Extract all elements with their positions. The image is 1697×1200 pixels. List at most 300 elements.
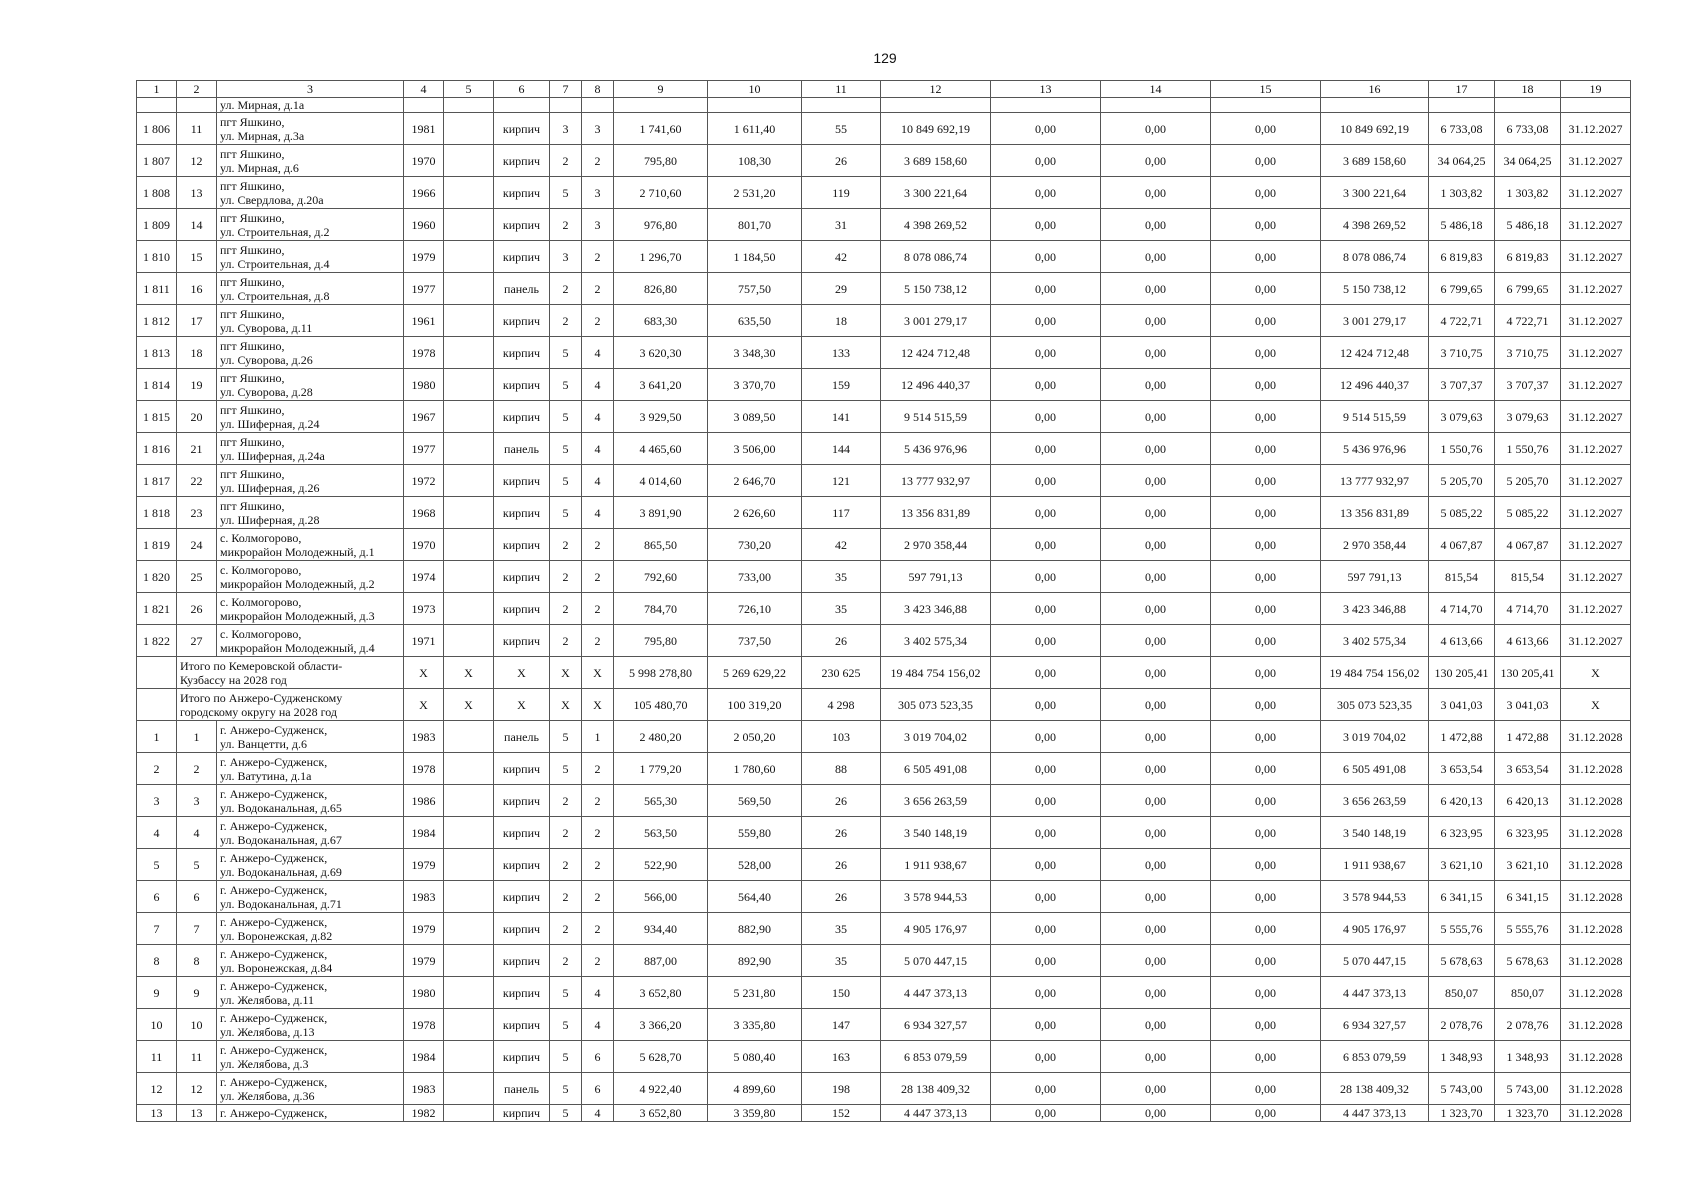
entrances-cell: 2 [582,593,614,625]
col5-cell [444,529,494,561]
table-row [137,1009,1631,1041]
row-number-cell: 1 818 [137,497,177,529]
entrances-cell: 2 [582,561,614,593]
total-area-cell: 3 652,80 [614,1105,708,1122]
unit-cost-17-cell: 1 323,70 [1429,1105,1495,1122]
address-line-1: с. Колмогорово, [220,562,302,577]
col5-cell [444,369,494,401]
total-cost-cell: 9 514 515,59 [881,401,991,433]
col5-cell [444,1073,494,1105]
address-line-1: г. Анжеро-Судженск, [220,1074,328,1089]
total-c17-cell: 3 041,03 [1429,689,1495,721]
item-number-cell: 22 [177,465,217,497]
unit-cost-17-cell: 34 064,25 [1429,145,1495,177]
item-number-cell: 11 [177,1041,217,1073]
unit-cost-17-cell: 3 707,37 [1429,369,1495,401]
unit-cost-17-cell: 5 678,63 [1429,945,1495,977]
year-built-cell: 1978 [404,337,444,369]
table-row [137,273,1631,305]
residents-cell: 55 [802,113,881,145]
wall-material-cell: кирпич [494,561,550,593]
unit-cost-17-cell: 1 348,93 [1429,1041,1495,1073]
year-built-cell: 1977 [404,433,444,465]
address-cell [217,1073,404,1105]
total-cost-cell: 10 849 692,19 [881,113,991,145]
living-area-cell: 1 780,60 [708,753,802,785]
total-cost-cell: 3 656 263,59 [881,785,991,817]
unit-cost-17-cell: 4 722,71 [1429,305,1495,337]
cost-16-cell: 9 514 515,59 [1321,401,1429,433]
residents-cell: 29 [802,273,881,305]
unit-cost-18-cell: 5 085,22 [1495,497,1561,529]
address-cell [217,177,404,209]
table-row [137,209,1631,241]
cost-16-cell: 12 496 440,37 [1321,369,1429,401]
entrances-cell: 4 [582,1105,614,1122]
address-cell [217,433,404,465]
total-x7-cell: X [550,689,582,721]
unit-cost-18-cell: 34 064,25 [1495,145,1561,177]
continued-row [137,98,1631,113]
address-cell [217,145,404,177]
cost-13-cell: 0,00 [991,945,1101,977]
address-line-2: ул. Желябова, д.11 [220,992,315,1007]
deadline-date-cell: 31.12.2027 [1561,401,1631,433]
cost-16-cell: 597 791,13 [1321,561,1429,593]
unit-cost-17-cell: 2 078,76 [1429,1009,1495,1041]
cost-13-cell: 0,00 [991,113,1101,145]
address-cell [217,945,404,977]
col5-cell [444,209,494,241]
year-built-cell: 1970 [404,529,444,561]
cost-14-cell: 0,00 [1101,849,1211,881]
total-area-cell: 3 641,20 [614,369,708,401]
floors-cell: 5 [550,721,582,753]
unit-cost-18-cell: 5 555,76 [1495,913,1561,945]
col5-cell [444,881,494,913]
total-cost-cell: 13 777 932,97 [881,465,991,497]
cost-14-cell: 0,00 [1101,465,1211,497]
address-line-1: г. Анжеро-Судженск, [220,818,328,833]
table-row [137,369,1631,401]
total-s9-cell: 105 480,70 [614,689,708,721]
unit-cost-18-cell: 1 303,82 [1495,177,1561,209]
living-area-cell: 733,00 [708,561,802,593]
address-line-2: ул. Ванцетти, д.6 [220,736,307,751]
item-number-cell: 12 [177,1073,217,1105]
year-built-cell: 1978 [404,1009,444,1041]
unit-cost-17-cell: 1 303,82 [1429,177,1495,209]
header-cell: 3 [217,81,404,98]
row-number-cell: 4 [137,817,177,849]
deadline-date-cell: 31.12.2028 [1561,1073,1631,1105]
row-number-cell: 1 813 [137,337,177,369]
table-row [137,625,1631,657]
floors-cell: 5 [550,1009,582,1041]
deadline-date-cell: 31.12.2027 [1561,561,1631,593]
floors-cell: 5 [550,977,582,1009]
total-area-cell: 566,00 [614,881,708,913]
empty-cell [1321,98,1429,113]
address-cell [217,1009,404,1041]
address-cell [217,561,404,593]
floors-cell: 2 [550,593,582,625]
cost-14-cell: 0,00 [1101,177,1211,209]
col5-cell [444,241,494,273]
total-area-cell: 976,80 [614,209,708,241]
floors-cell: 2 [550,273,582,305]
cost-15-cell: 0,00 [1211,433,1321,465]
address-cell [217,785,404,817]
floors-cell: 5 [550,401,582,433]
floors-cell: 3 [550,113,582,145]
address-cell: ул. Мирная, д.1а [217,98,404,113]
entrances-cell: 2 [582,913,614,945]
address-line-1: г. Анжеро-Судженск, [220,882,328,897]
cost-16-cell: 6 505 491,08 [1321,753,1429,785]
deadline-date-cell: 31.12.2027 [1561,497,1631,529]
unit-cost-18-cell: 4 714,70 [1495,593,1561,625]
wall-material-cell: кирпич [494,1041,550,1073]
table-row [137,241,1631,273]
cost-14-cell: 0,00 [1101,817,1211,849]
year-built-cell: 1983 [404,721,444,753]
col5-cell [444,113,494,145]
table-row [137,753,1631,785]
address-line-1: пгт Яшкино, [220,146,285,161]
total-row [137,657,1631,689]
unit-cost-18-cell: 4 613,66 [1495,625,1561,657]
item-number-cell: 2 [177,753,217,785]
deadline-date-cell: 31.12.2027 [1561,209,1631,241]
col5-cell [444,817,494,849]
cost-16-cell: 12 424 712,48 [1321,337,1429,369]
cost-14-cell: 0,00 [1101,625,1211,657]
residents-cell: 159 [802,369,881,401]
item-number-cell: 25 [177,561,217,593]
row-number-cell: 6 [137,881,177,913]
residents-cell: 103 [802,721,881,753]
living-area-cell: 730,20 [708,529,802,561]
cost-15-cell: 0,00 [1211,497,1321,529]
entrances-cell: 3 [582,209,614,241]
item-number-cell: 18 [177,337,217,369]
row-number-cell: 9 [137,977,177,1009]
table-row [137,177,1631,209]
address-line-2: ул. Желябова, д.36 [220,1088,315,1103]
header-cell: 10 [708,81,802,98]
housing-register-table [136,80,1631,1122]
wall-material-cell: кирпич [494,817,550,849]
entrances-cell: 4 [582,369,614,401]
wall-material-cell: панель [494,721,550,753]
wall-material-cell: кирпич [494,145,550,177]
empty-cell [802,98,881,113]
year-built-cell: 1974 [404,561,444,593]
living-area-cell: 892,90 [708,945,802,977]
cost-13-cell: 0,00 [991,849,1101,881]
residents-cell: 141 [802,401,881,433]
wall-material-cell: кирпич [494,241,550,273]
year-built-cell: 1983 [404,881,444,913]
wall-material-cell: панель [494,433,550,465]
cost-13-cell: 0,00 [991,305,1101,337]
cost-16-cell: 13 356 831,89 [1321,497,1429,529]
empty-cell [1495,98,1561,113]
cost-16-cell: 4 398 269,52 [1321,209,1429,241]
cost-15-cell: 0,00 [1211,273,1321,305]
empty-cell [582,98,614,113]
col5-cell [444,913,494,945]
address-line-1: г. Анжеро-Судженск, [220,1042,328,1057]
living-area-cell: 5 231,80 [708,977,802,1009]
living-area-cell: 635,50 [708,305,802,337]
deadline-date-cell: 31.12.2028 [1561,785,1631,817]
address-cell [217,465,404,497]
row-number-cell: 1 808 [137,177,177,209]
unit-cost-17-cell: 6 733,08 [1429,113,1495,145]
total-cost-cell: 2 970 358,44 [881,529,991,561]
deadline-date-cell: 31.12.2027 [1561,273,1631,305]
item-number-cell: 27 [177,625,217,657]
cost-14-cell: 0,00 [1101,209,1211,241]
year-built-cell: 1967 [404,401,444,433]
total-x6-cell: X [494,657,550,689]
address-line-2: микрорайон Молодежный, д.1 [220,544,375,559]
cost-14-cell: 0,00 [1101,369,1211,401]
floors-cell: 2 [550,913,582,945]
empty-cell [1429,98,1495,113]
total-c19-cell: X [1561,689,1631,721]
address-cell [217,593,404,625]
unit-cost-18-cell: 5 743,00 [1495,1073,1561,1105]
deadline-date-cell: 31.12.2028 [1561,1105,1631,1122]
item-number-cell: 19 [177,369,217,401]
item-number-cell: 17 [177,305,217,337]
total-area-cell: 2 480,20 [614,721,708,753]
living-area-cell: 757,50 [708,273,802,305]
deadline-date-cell: 31.12.2027 [1561,305,1631,337]
cost-15-cell: 0,00 [1211,401,1321,433]
table-row [137,1073,1631,1105]
item-number-cell: 3 [177,785,217,817]
address-line-1: пгт Яшкино, [220,178,285,193]
item-number-cell: 1 [177,721,217,753]
total-cost-cell: 4 447 373,13 [881,977,991,1009]
table-row [137,785,1631,817]
row-number-cell: 1 817 [137,465,177,497]
col5-cell [444,273,494,305]
address-line-2: ул. Шиферная, д.26 [220,480,320,495]
floors-cell: 2 [550,785,582,817]
address-line-1: пгт Яшкино, [220,498,285,513]
living-area-cell: 3 089,50 [708,401,802,433]
wall-material-cell: кирпич [494,529,550,561]
address-cell [217,305,404,337]
year-built-cell: 1983 [404,1073,444,1105]
empty-cell [708,98,802,113]
address-line-1: пгт Яшкино, [220,114,285,129]
cost-13-cell: 0,00 [991,817,1101,849]
col5-cell [444,145,494,177]
total-area-cell: 563,50 [614,817,708,849]
deadline-date-cell: 31.12.2028 [1561,849,1631,881]
deadline-date-cell: 31.12.2028 [1561,753,1631,785]
cost-13-cell: 0,00 [991,977,1101,1009]
row-number-cell: 1 820 [137,561,177,593]
floors-cell: 5 [550,465,582,497]
living-area-cell: 1 184,50 [708,241,802,273]
cost-14-cell: 0,00 [1101,881,1211,913]
header-cell: 2 [177,81,217,98]
cost-16-cell: 10 849 692,19 [1321,113,1429,145]
table-row [137,945,1631,977]
address-line-1: пгт Яшкино, [220,466,285,481]
col5-cell [444,625,494,657]
col5-cell [444,753,494,785]
floors-cell: 2 [550,529,582,561]
unit-cost-18-cell: 5 678,63 [1495,945,1561,977]
cost-13-cell: 0,00 [991,913,1101,945]
total-row [137,689,1631,721]
header-row [137,81,1631,98]
cost-14-cell: 0,00 [1101,497,1211,529]
deadline-date-cell: 31.12.2027 [1561,593,1631,625]
residents-cell: 150 [802,977,881,1009]
item-number-cell: 15 [177,241,217,273]
cost-16-cell: 3 001 279,17 [1321,305,1429,337]
total-c13-cell: 0,00 [991,657,1101,689]
unit-cost-17-cell: 850,07 [1429,977,1495,1009]
cost-14-cell: 0,00 [1101,305,1211,337]
item-number-cell: 13 [177,1105,217,1122]
deadline-date-cell: 31.12.2027 [1561,241,1631,273]
address-line-1: с. Колмогорово, [220,626,302,641]
cost-16-cell: 3 402 575,34 [1321,625,1429,657]
year-built-cell: 1978 [404,753,444,785]
unit-cost-17-cell: 6 819,83 [1429,241,1495,273]
cost-15-cell: 0,00 [1211,337,1321,369]
address-line-1: пгт Яшкино, [220,210,285,225]
floors-cell: 5 [550,337,582,369]
living-area-cell: 2 050,20 [708,721,802,753]
address-cell [217,497,404,529]
cost-15-cell: 0,00 [1211,369,1321,401]
col5-cell [444,945,494,977]
year-built-cell: 1980 [404,977,444,1009]
wall-material-cell: кирпич [494,305,550,337]
cost-16-cell: 4 447 373,13 [1321,1105,1429,1122]
unit-cost-18-cell: 1 348,93 [1495,1041,1561,1073]
deadline-date-cell: 31.12.2027 [1561,113,1631,145]
entrances-cell: 6 [582,1041,614,1073]
residents-cell: 26 [802,625,881,657]
entrances-cell: 4 [582,401,614,433]
year-built-cell: 1980 [404,369,444,401]
empty-cell [614,98,708,113]
living-area-cell: 569,50 [708,785,802,817]
cost-15-cell: 0,00 [1211,1041,1321,1073]
total-label-line-1: Итого по Анжеро-Судженскому [180,690,343,705]
total-s10-cell: 100 319,20 [708,689,802,721]
address-line-1: г. Анжеро-Судженск, [220,722,328,737]
row-number-cell: 1 809 [137,209,177,241]
cost-14-cell: 0,00 [1101,241,1211,273]
year-built-cell: 1984 [404,1041,444,1073]
cost-13-cell: 0,00 [991,881,1101,913]
unit-cost-17-cell: 6 323,95 [1429,817,1495,849]
wall-material-cell: кирпич [494,881,550,913]
living-area-cell: 528,00 [708,849,802,881]
cost-13-cell: 0,00 [991,209,1101,241]
address-cell [217,209,404,241]
cost-15-cell: 0,00 [1211,177,1321,209]
row-number-cell: 5 [137,849,177,881]
address-cell [217,1105,404,1122]
unit-cost-18-cell: 3 710,75 [1495,337,1561,369]
total-label-line-2: Кузбассу на 2028 год [180,672,287,687]
address-line-1: г. Анжеро-Судженск, [220,786,328,801]
floors-cell: 5 [550,1073,582,1105]
row-number-cell: 1 811 [137,273,177,305]
cost-14-cell: 0,00 [1101,1041,1211,1073]
cost-14-cell: 0,00 [1101,977,1211,1009]
total-x5-cell: X [444,657,494,689]
address-line-2: ул. Шиферная, д.28 [220,512,320,527]
col5-cell [444,465,494,497]
unit-cost-17-cell: 3 621,10 [1429,849,1495,881]
total-cost-cell: 3 578 944,53 [881,881,991,913]
entrances-cell: 2 [582,625,614,657]
address-line-2: ул. Воронежская, д.84 [220,960,333,975]
living-area-cell: 801,70 [708,209,802,241]
cost-16-cell: 4 447 373,13 [1321,977,1429,1009]
living-area-cell: 564,40 [708,881,802,913]
cost-16-cell: 3 578 944,53 [1321,881,1429,913]
residents-cell: 163 [802,1041,881,1073]
total-area-cell: 795,80 [614,625,708,657]
address-line-1: г. Анжеро-Судженск, [220,1106,328,1120]
table-row [137,849,1631,881]
cost-16-cell: 8 078 086,74 [1321,241,1429,273]
total-x5-cell: X [444,689,494,721]
col5-cell [444,561,494,593]
cost-13-cell: 0,00 [991,369,1101,401]
item-number-cell: 21 [177,433,217,465]
row-number-cell: 2 [137,753,177,785]
address-cell [217,529,404,561]
deadline-date-cell: 31.12.2027 [1561,337,1631,369]
cost-15-cell: 0,00 [1211,849,1321,881]
residents-cell: 26 [802,849,881,881]
address-line-2: ул. Водоканальная, д.69 [220,864,342,879]
table-row [137,529,1631,561]
row-number-cell: 1 816 [137,433,177,465]
cost-16-cell: 3 300 221,64 [1321,177,1429,209]
unit-cost-18-cell: 6 420,13 [1495,785,1561,817]
address-line-1: г. Анжеро-Судженск, [220,754,328,769]
header-cell: 12 [881,81,991,98]
wall-material-cell: кирпич [494,753,550,785]
col5-cell [444,593,494,625]
cost-15-cell: 0,00 [1211,593,1321,625]
col5-cell [444,721,494,753]
unit-cost-17-cell: 1 472,88 [1429,721,1495,753]
total-x8-cell: X [582,689,614,721]
address-cell [217,369,404,401]
item-number-cell: 26 [177,593,217,625]
residents-cell: 147 [802,1009,881,1041]
